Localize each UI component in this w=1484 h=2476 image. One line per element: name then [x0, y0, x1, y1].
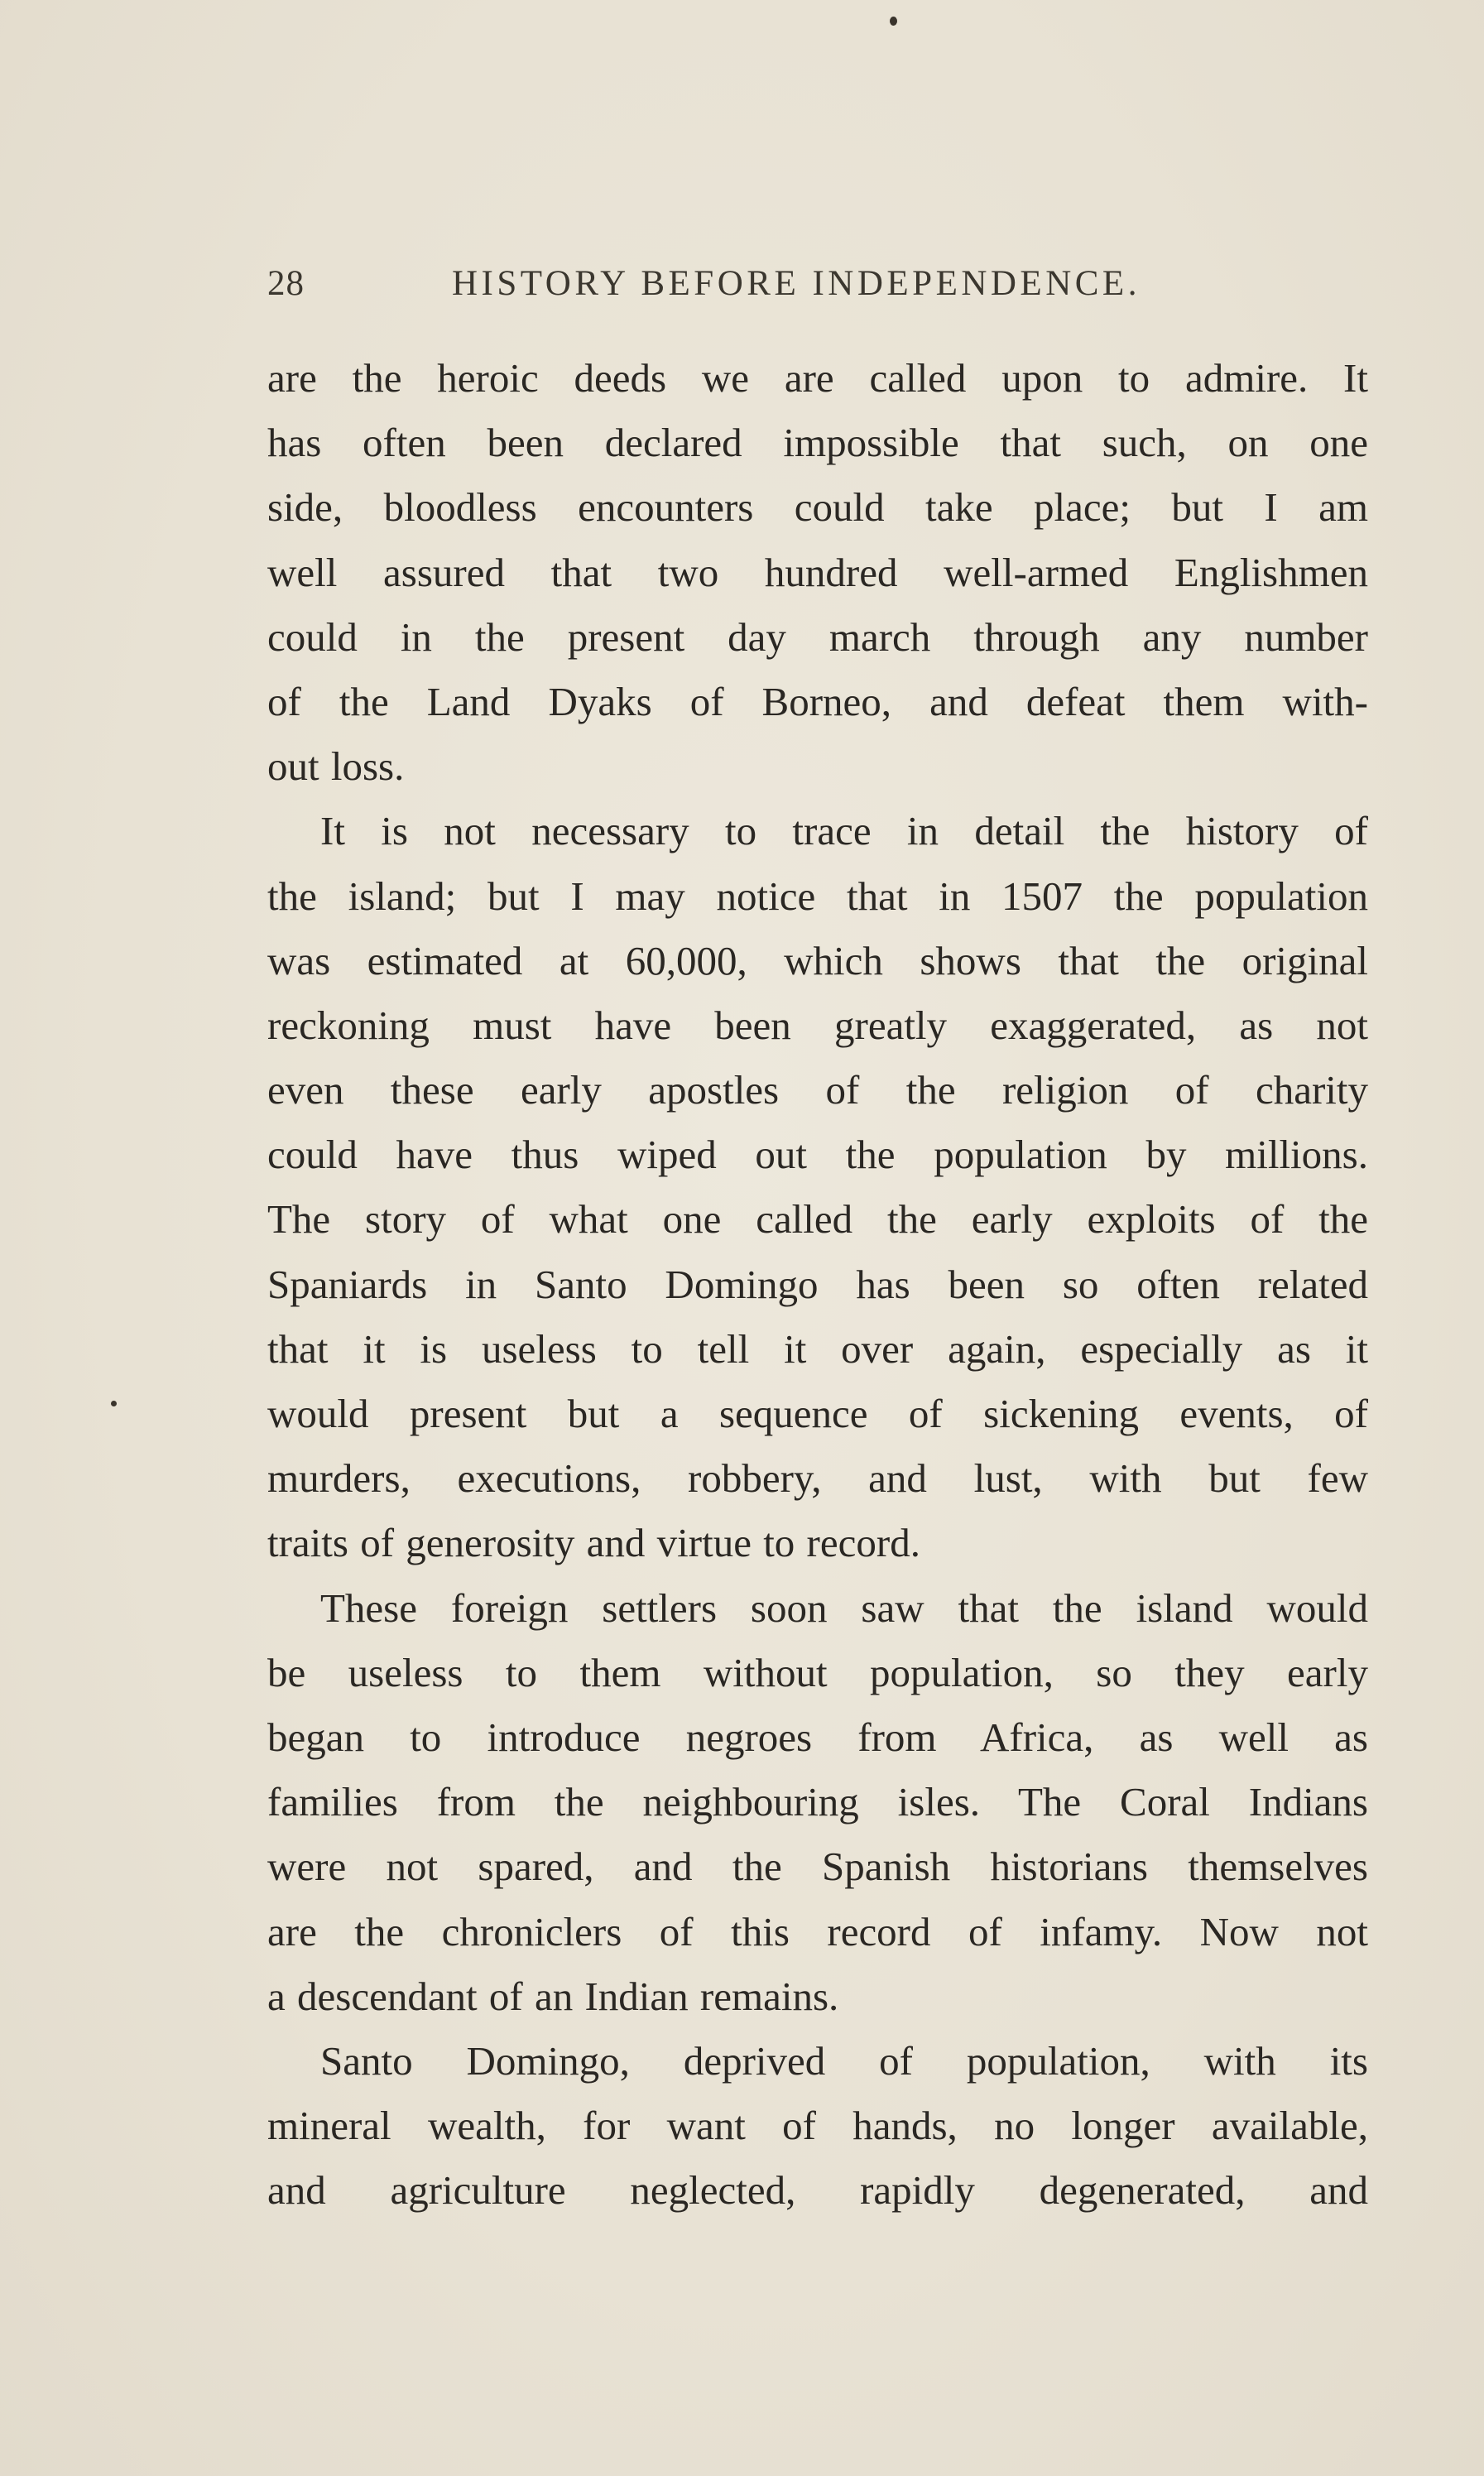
text-line: out loss.	[267, 743, 405, 790]
text-line: families from the neighbouring isles. The Coral Indians	[267, 1779, 1368, 1825]
body-text	[267, 346, 1368, 2223]
text-line: even these early apostles of the religion of charity	[267, 1067, 1368, 1113]
text-line: The story of what one called the early exploits of the	[267, 1196, 1368, 1243]
text-line: that it is useless to tell it over again, especially as it	[267, 1325, 1368, 1372]
text-line: side, bloodless encounters could take place; but I am	[267, 484, 1368, 531]
text-line: was estimated at 60,000, which shows that the original	[267, 937, 1368, 983]
text-line: well assured that two hundred well-armed Englishmen	[267, 549, 1368, 595]
text-line: could have thus wiped out the population by millions.	[267, 1132, 1368, 1178]
text-line: traits of generosity and virtue to record.	[267, 1520, 920, 1566]
text-line: a descendant of an Indian remains.	[267, 1973, 839, 2019]
text-line: murders, executions, robbery, and lust, with but few	[267, 1455, 1368, 1502]
ink-speck	[111, 1401, 117, 1406]
text-line: mineral wealth, for want of hands, no longer available,	[267, 2103, 1368, 2149]
text-line: Santo Domingo, deprived of population, with its	[320, 2037, 1368, 2084]
text-line: of the Land Dyaks of Borneo, and defeat them with-	[267, 678, 1368, 724]
text-line: has often been declared impossible that such, on one	[267, 420, 1368, 466]
ink-speck	[890, 17, 897, 26]
text-line: are the chroniclers of this record of infamy. Now not	[267, 1908, 1368, 1954]
text-line: It is not necessary to trace in detail the history of	[320, 808, 1368, 854]
running-title: HISTORY BEFORE INDEPENDENCE.	[452, 264, 1141, 303]
text-line: began to introduce negroes from Africa, as well as	[267, 1714, 1368, 1760]
text-line: were not spared, and the Spanish historians themselves	[267, 1844, 1368, 1890]
text-line: reckoning must have been greatly exaggerated, as not	[267, 1002, 1368, 1048]
text-line: These foreign settlers soon saw that the island would	[320, 1584, 1368, 1631]
page-number: 28	[267, 264, 305, 303]
text-line: are the heroic deeds we are called upon to admire. It	[267, 355, 1368, 401]
text-line: and agriculture neglected, rapidly degenerated, and	[267, 2167, 1368, 2214]
text-line: Spaniards in Santo Domingo has been so often related	[267, 1261, 1368, 1307]
text-line: would present but a sequence of sickening events, of	[267, 1391, 1368, 1436]
text-line: be useless to them without population, so they early	[267, 1649, 1368, 1695]
text-line: could in the present day march through any number	[267, 613, 1368, 660]
running-header	[267, 263, 1368, 313]
text-line: the island; but I may notice that in 1507 the population	[267, 873, 1368, 919]
